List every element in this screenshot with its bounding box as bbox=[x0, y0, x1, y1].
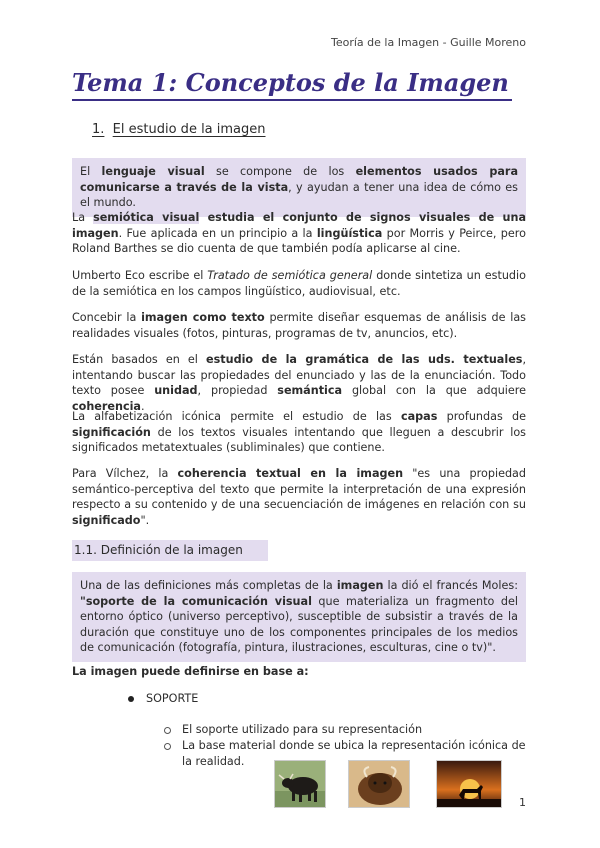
paragraph-imagen-texto: Concebir la imagen como texto permite diseñar esquemas de análisis de las realidades visuales (fotos, pinturas, programas de tv, anuncios, etc). bbox=[72, 311, 527, 340]
page-title: Tema 1: Conceptos de la Imagen bbox=[72, 68, 512, 101]
bullet-label: SOPORTE bbox=[146, 692, 199, 705]
bullet-dot-icon bbox=[128, 696, 134, 702]
running-header: Teoría de la Imagen - Guille Moreno bbox=[331, 36, 526, 49]
section-title: El estudio de la imagen bbox=[112, 122, 266, 137]
paragraph-alfabetizacion: La alfabetización icónica permite el estudio de las capas profundas de significación de los textos visuales intentando que lleguen a descubrir los significados metatextuales (subliminales) que contiene. bbox=[72, 410, 526, 454]
lead-text: La imagen puede definirse en base a: bbox=[72, 665, 309, 678]
paragraph-eco: Umberto Eco escribe el Tratado de semiótica general donde sintetiza un estudio de la semiótica en los campos lingüístico, audiovisual, etc. bbox=[72, 269, 526, 298]
highlight-box-lenguaje-visual: El lenguaje visual se compone de los elementos usados para comunicarse a través de la vista, y ayudan a tener una idea de cómo es el mundo. bbox=[72, 158, 526, 217]
sub-bullet-item: El soporte utilizado para su representación bbox=[164, 722, 528, 738]
bullet-soporte bbox=[128, 692, 198, 705]
bison-painting-image bbox=[348, 760, 410, 808]
paragraph-semiotica: La semiótica visual estudia el conjunto de signos visuales de una imagen. Fue aplicada en un principio a la lingüística por Morris y Peirce, pero Roland Barthes se dio cuenta de que también podía aplicarse al cine. bbox=[72, 211, 526, 255]
bull-photo-image bbox=[274, 760, 326, 808]
bull-silhouette-image bbox=[436, 760, 502, 808]
highlight-box-definicion-moles: Una de las definiciones más completas de la imagen la dió el francés Moles: "soporte de la comunicación visual que materializa un fragmento del entorno óptico (universo perceptivo), susceptible de subsistir a través de la duración que constituye uno de los componentes principales de los medios de comunicación (fotografía, pintura, ilustraciones, esculturas, cine o tv)". bbox=[72, 572, 526, 662]
section-heading bbox=[92, 122, 266, 137]
section-number: 1. bbox=[92, 122, 105, 137]
page-number: 1 bbox=[519, 796, 526, 809]
paragraph-vilchez: Para Vílchez, la coherencia textual en la imagen "es una propiedad semántico-perceptiva del texto que permite la interpretación de una expresión respecto a su contenido y de una secuenciación de imágenes en relación con su significado". bbox=[72, 467, 527, 527]
paragraph-gramatica: Están basados en el estudio de la gramática de las uds. textuales, intentando buscar las propiedades del enunciado y las de la enunciación. Todo texto posee unidad, propiedad semántica global con la que adquiere coherencia. bbox=[72, 353, 527, 413]
subsection-heading: 1.1. Definición de la imagen bbox=[72, 540, 268, 561]
sub-bullet-item: La base material donde se ubica la representación icónica de la realidad. bbox=[164, 738, 528, 769]
hollow-circle-icon bbox=[164, 743, 171, 750]
hollow-circle-icon bbox=[164, 727, 171, 734]
